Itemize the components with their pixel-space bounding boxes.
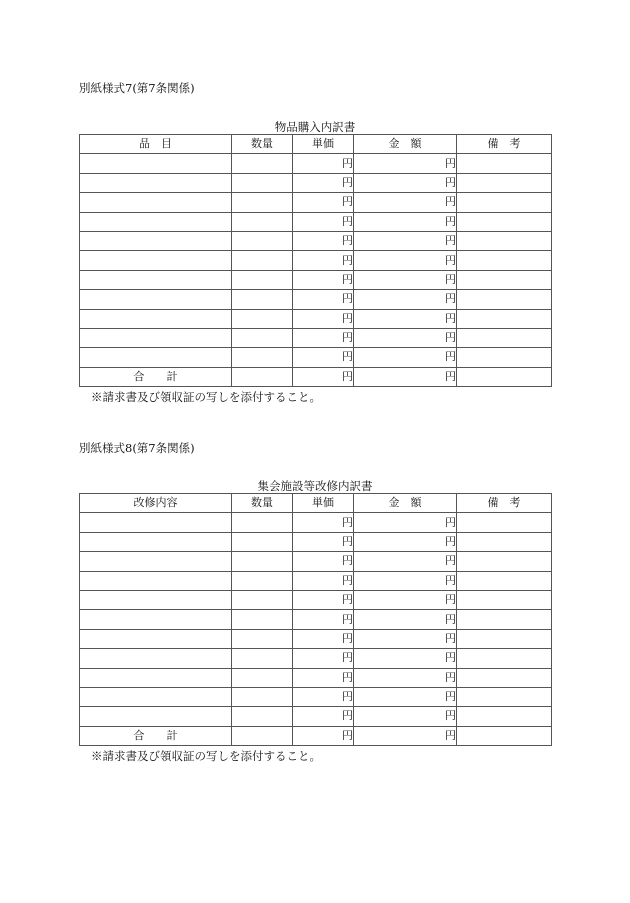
unit-price-cell: 円 (293, 590, 354, 609)
remarks-cell (457, 513, 552, 532)
item-cell (80, 513, 232, 532)
total-unit-price-cell: 円 (293, 726, 354, 745)
item-cell (80, 571, 232, 590)
amount-cell: 円 (354, 687, 457, 706)
header-quantity: 数量 (232, 494, 293, 513)
unit-price-cell: 円 (293, 193, 354, 212)
quantity-cell (232, 552, 293, 571)
item-cell (80, 309, 232, 328)
unit-price-cell: 円 (293, 668, 354, 687)
unit-price-cell: 円 (293, 610, 354, 629)
quantity-cell (232, 251, 293, 270)
amount-cell: 円 (354, 668, 457, 687)
total-amount-cell: 円 (354, 726, 457, 745)
quantity-cell (232, 309, 293, 328)
amount-cell: 円 (354, 173, 457, 192)
total-label: 合 計 (80, 726, 232, 745)
amount-cell: 円 (354, 649, 457, 668)
header-amount: 金 額 (354, 135, 457, 154)
amount-cell: 円 (354, 532, 457, 551)
remarks-cell (457, 668, 552, 687)
form-label-7: 別紙様式7(第7条関係) (79, 81, 195, 95)
table-title-renovation: 集会施設等改修内訳書 (257, 479, 373, 493)
remarks-cell (457, 212, 552, 231)
quantity-cell (232, 231, 293, 250)
table-row (80, 552, 552, 571)
remarks-cell (457, 270, 552, 289)
unit-price-cell: 円 (293, 173, 354, 192)
remarks-cell (457, 328, 552, 347)
unit-price-cell: 円 (293, 629, 354, 648)
amount-cell: 円 (354, 231, 457, 250)
unit-price-cell: 円 (293, 251, 354, 270)
amount-cell: 円 (354, 348, 457, 367)
table-row (80, 309, 552, 328)
remarks-cell (457, 367, 552, 386)
renovation-breakdown-table (79, 493, 552, 746)
quantity-cell (232, 571, 293, 590)
table-row (80, 328, 552, 347)
total-unit-price-cell: 円 (293, 367, 354, 386)
amount-cell: 円 (354, 590, 457, 609)
quantity-cell (232, 173, 293, 192)
total-amount-cell: 円 (354, 367, 457, 386)
amount-cell: 円 (354, 270, 457, 289)
table-row (80, 212, 552, 231)
unit-price-cell: 円 (293, 649, 354, 668)
item-cell (80, 193, 232, 212)
unit-price-cell: 円 (293, 309, 354, 328)
amount-cell: 円 (354, 193, 457, 212)
form-label-8: 別紙様式8(第7条関係) (79, 441, 195, 455)
table-row (80, 687, 552, 706)
quantity-cell (232, 726, 293, 745)
purchase-breakdown-table (79, 134, 552, 387)
item-cell (80, 532, 232, 551)
header-unit-price: 単価 (293, 494, 354, 513)
amount-cell: 円 (354, 707, 457, 726)
table-row (80, 571, 552, 590)
attachment-note: ※請求書及び領収証の写しを添付すること。 (91, 749, 321, 763)
remarks-cell (457, 571, 552, 590)
unit-price-cell: 円 (293, 348, 354, 367)
remarks-cell (457, 590, 552, 609)
total-row (80, 367, 552, 386)
quantity-cell (232, 610, 293, 629)
item-cell (80, 251, 232, 270)
quantity-cell (232, 193, 293, 212)
item-cell (80, 173, 232, 192)
table-row (80, 270, 552, 289)
quantity-cell (232, 154, 293, 173)
unit-price-cell: 円 (293, 328, 354, 347)
item-cell (80, 668, 232, 687)
amount-cell: 円 (354, 212, 457, 231)
amount-cell: 円 (354, 629, 457, 648)
unit-price-cell: 円 (293, 290, 354, 309)
quantity-cell (232, 532, 293, 551)
unit-price-cell: 円 (293, 212, 354, 231)
amount-cell: 円 (354, 154, 457, 173)
table-row (80, 348, 552, 367)
item-cell (80, 610, 232, 629)
amount-cell: 円 (354, 251, 457, 270)
table-row (80, 610, 552, 629)
remarks-cell (457, 726, 552, 745)
item-cell (80, 212, 232, 231)
table-row (80, 251, 552, 270)
quantity-cell (232, 649, 293, 668)
remarks-cell (457, 251, 552, 270)
table-row (80, 154, 552, 173)
remarks-cell (457, 629, 552, 648)
table-row (80, 290, 552, 309)
item-cell (80, 707, 232, 726)
quantity-cell (232, 629, 293, 648)
total-row (80, 726, 552, 745)
remarks-cell (457, 231, 552, 250)
quantity-cell (232, 290, 293, 309)
remarks-cell (457, 290, 552, 309)
quantity-cell (232, 590, 293, 609)
table-row (80, 231, 552, 250)
table-row (80, 590, 552, 609)
quantity-cell (232, 687, 293, 706)
remarks-cell (457, 532, 552, 551)
item-cell (80, 348, 232, 367)
item-cell (80, 290, 232, 309)
attachment-note: ※請求書及び領収証の写しを添付すること。 (91, 390, 321, 404)
remarks-cell (457, 687, 552, 706)
unit-price-cell: 円 (293, 270, 354, 289)
item-cell (80, 270, 232, 289)
unit-price-cell: 円 (293, 231, 354, 250)
table-row (80, 173, 552, 192)
remarks-cell (457, 173, 552, 192)
table-header-row (80, 494, 552, 513)
amount-cell: 円 (354, 513, 457, 532)
table-row (80, 513, 552, 532)
item-cell (80, 328, 232, 347)
quantity-cell (232, 328, 293, 347)
remarks-cell (457, 707, 552, 726)
table-row (80, 707, 552, 726)
amount-cell: 円 (354, 610, 457, 629)
item-cell (80, 552, 232, 571)
amount-cell: 円 (354, 290, 457, 309)
table-header-row (80, 135, 552, 154)
remarks-cell (457, 552, 552, 571)
table-row (80, 649, 552, 668)
quantity-cell (232, 348, 293, 367)
header-quantity: 数量 (232, 135, 293, 154)
header-remarks: 備 考 (457, 494, 552, 513)
item-cell (80, 590, 232, 609)
item-cell (80, 687, 232, 706)
quantity-cell (232, 212, 293, 231)
header-item: 改修内容 (80, 494, 232, 513)
table-row (80, 193, 552, 212)
header-remarks: 備 考 (457, 135, 552, 154)
quantity-cell (232, 707, 293, 726)
remarks-cell (457, 348, 552, 367)
unit-price-cell: 円 (293, 687, 354, 706)
table-title-purchase: 物品購入内訳書 (274, 120, 356, 134)
item-cell (80, 231, 232, 250)
header-unit-price: 単価 (293, 135, 354, 154)
unit-price-cell: 円 (293, 532, 354, 551)
unit-price-cell: 円 (293, 707, 354, 726)
amount-cell: 円 (354, 328, 457, 347)
table-row (80, 668, 552, 687)
item-cell (80, 629, 232, 648)
quantity-cell (232, 367, 293, 386)
header-amount: 金 額 (354, 494, 457, 513)
amount-cell: 円 (354, 552, 457, 571)
unit-price-cell: 円 (293, 154, 354, 173)
table-row (80, 532, 552, 551)
quantity-cell (232, 668, 293, 687)
table-row (80, 629, 552, 648)
unit-price-cell: 円 (293, 513, 354, 532)
remarks-cell (457, 154, 552, 173)
item-cell (80, 649, 232, 668)
unit-price-cell: 円 (293, 552, 354, 571)
remarks-cell (457, 610, 552, 629)
item-cell (80, 154, 232, 173)
header-item: 品 目 (80, 135, 232, 154)
remarks-cell (457, 649, 552, 668)
quantity-cell (232, 270, 293, 289)
unit-price-cell: 円 (293, 571, 354, 590)
remarks-cell (457, 309, 552, 328)
total-label: 合 計 (80, 367, 232, 386)
amount-cell: 円 (354, 309, 457, 328)
remarks-cell (457, 193, 552, 212)
amount-cell: 円 (354, 571, 457, 590)
quantity-cell (232, 513, 293, 532)
